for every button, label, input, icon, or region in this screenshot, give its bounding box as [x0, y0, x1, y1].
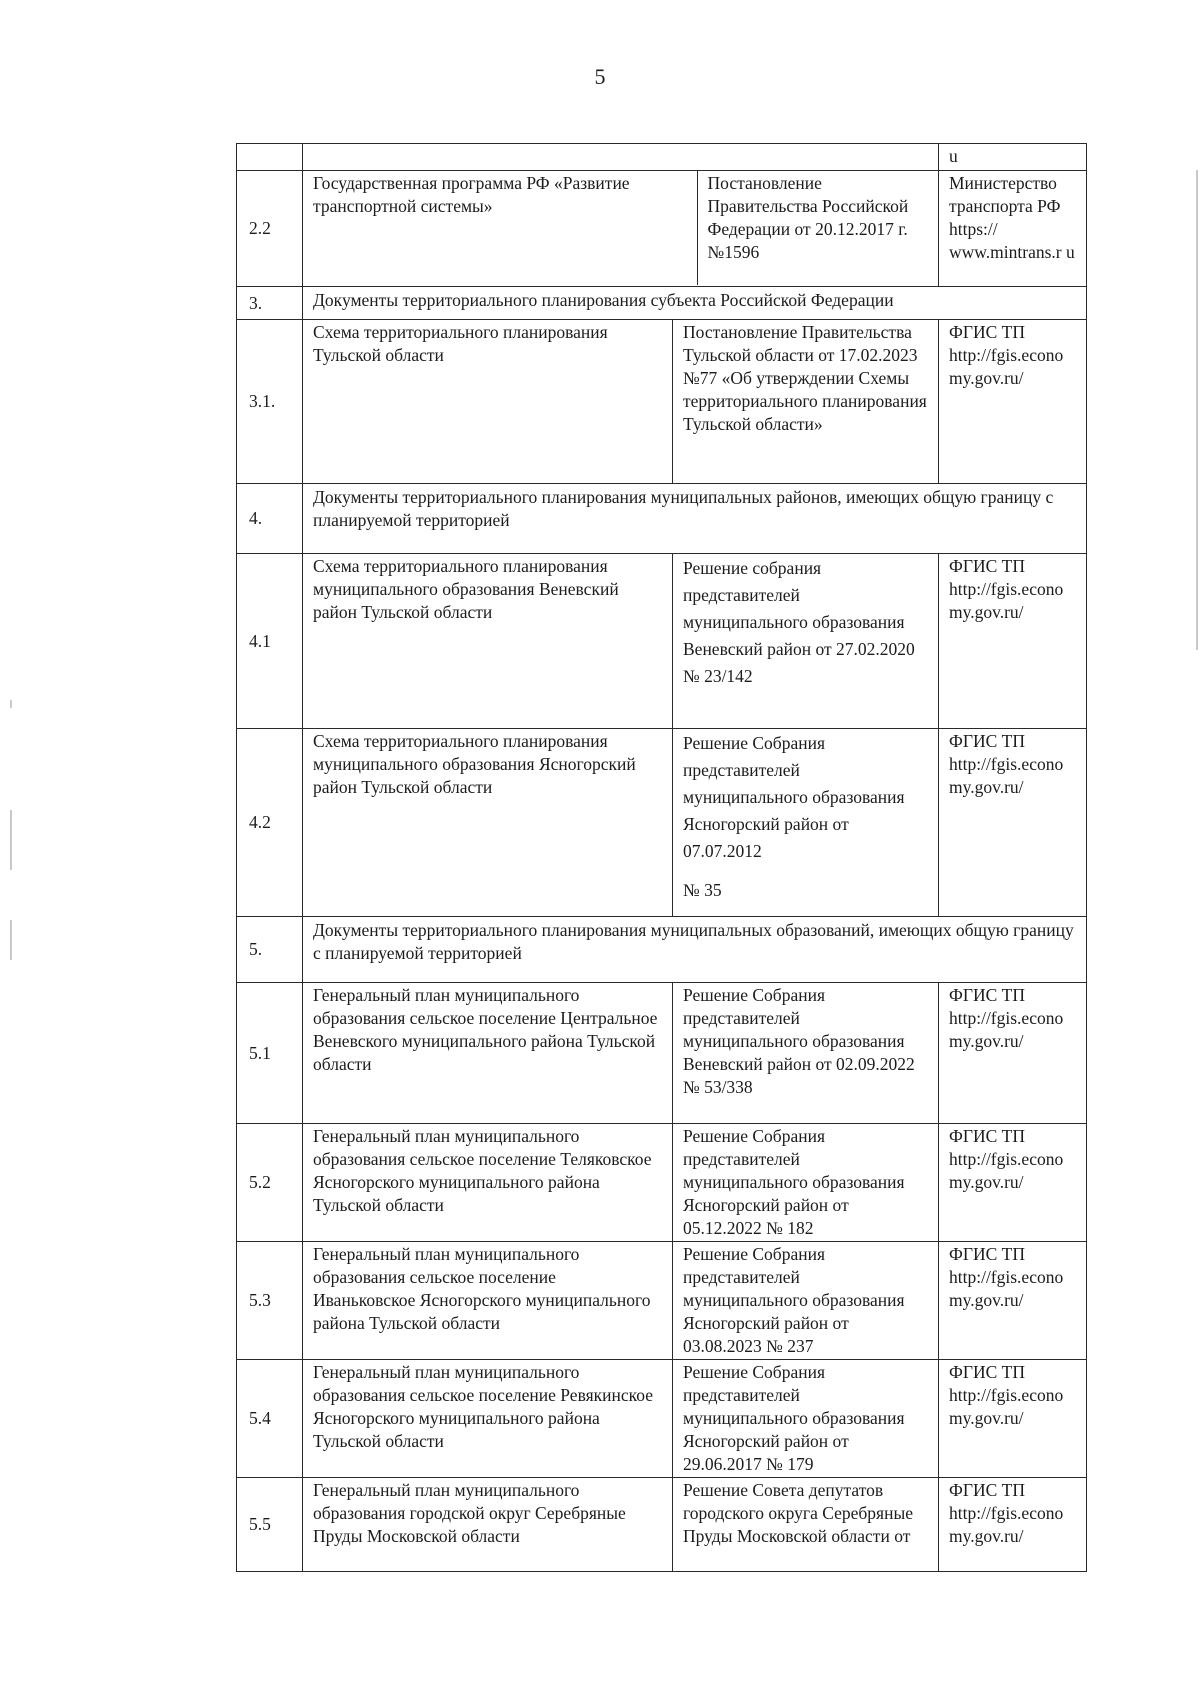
row-number: 5.2 [237, 1124, 303, 1242]
row-number: 5.4 [237, 1360, 303, 1478]
approving-act: Решение Собрания представителей муниципального образования Веневский район от 02.09.2022 № 53/338 [673, 983, 939, 1124]
row-number: 2.2 [237, 171, 303, 287]
documents-table [236, 143, 1087, 1572]
table-row [237, 554, 1087, 729]
row-number [237, 144, 303, 171]
approving-act: Постановление Правительства Тульской области от 17.02.2023 №77 «Об утверждении Схемы территориального планирования Тульской области» [673, 320, 939, 484]
approving-act: Решение Собрания представителей муниципального образования Ясногорский район от 03.08.2023 № 237 [673, 1242, 939, 1360]
table-row [237, 1478, 1087, 1572]
section-number: 3. [237, 287, 303, 320]
document-source: Министерство транспорта РФ https:// www.mintrans.r u [939, 171, 1087, 287]
document-name: Генеральный план муниципального образования городской округ Серебряные Пруды Московской области [303, 1478, 673, 1572]
section-row [237, 287, 1087, 320]
table-row [237, 983, 1087, 1124]
approving-act: Решение Собрания представителей муниципального образования Ясногорский район от 07.07.2012 [683, 733, 905, 861]
table-row [237, 320, 1087, 484]
section-row [237, 917, 1087, 983]
document-source: u [939, 144, 1087, 171]
page-number: 5 [594, 64, 606, 89]
section-title: Документы территориального планирования муниципальных образований, имеющих общую границу с планируемой территорией [303, 917, 1087, 983]
section-number: 5. [237, 917, 303, 983]
table-row [237, 729, 1087, 917]
approving-act-cell [673, 729, 939, 917]
row-number: 4.2 [237, 729, 303, 917]
document-source: ФГИС ТП http://fgis.economy.gov.ru/ [939, 1360, 1087, 1478]
document-source: ФГИС ТП http://fgis.economy.gov.ru/ [939, 729, 1087, 917]
row-number: 5.1 [237, 983, 303, 1124]
table-row [237, 1360, 1087, 1478]
approving-act: Решение Собрания представителей муниципального образования Ясногорский район от 05.12.2022 № 182 [673, 1124, 939, 1242]
section-row [237, 484, 1087, 554]
approving-act: Постановление Правительства Российской Федерации от 20.12.2017 г. №1596 [707, 173, 909, 262]
row-number: 5.3 [237, 1242, 303, 1360]
approving-act: Решение собрания представителей муниципального образования Веневский район от 27.02.2020 № 23/142 [673, 554, 939, 729]
section-title: Документы территориального планирования муниципальных районов, имеющих общую границу с планируемой территорией [303, 484, 1087, 554]
document-name: Схема территориального планирования Тульской области [303, 320, 673, 484]
section-number: 4. [237, 484, 303, 554]
document-source: ФГИС ТП http://fgis.economy.gov.ru/ [939, 1124, 1087, 1242]
document-source: ФГИС ТП http://fgis.economy.gov.ru/ [939, 1242, 1087, 1360]
document-source: ФГИС ТП http://fgis.economy.gov.ru/ [939, 983, 1087, 1124]
document-name: Схема территориального планирования муниципального образования Веневский район Тульской области [303, 554, 673, 729]
scan-edge-mark [1196, 170, 1198, 650]
document-source: ФГИС ТП http://fgis.economy.gov.ru/ [939, 1478, 1087, 1572]
approving-act: Решение Собрания представителей муниципального образования Ясногорский район от 29.06.2017 № 179 [673, 1360, 939, 1478]
approving-act-number: № 35 [683, 880, 722, 900]
scan-edge-mark [10, 810, 12, 870]
table-row [237, 171, 1087, 287]
document-name [303, 144, 939, 171]
row-number: 4.1 [237, 554, 303, 729]
document-name: Генеральный план муниципального образования сельское поселение Ревякинское Ясногорского муниципального района Тульской области [303, 1360, 673, 1478]
scan-edge-mark [10, 920, 12, 960]
document-source: ФГИС ТП http://fgis.economy.gov.ru/ [939, 320, 1087, 484]
table-row [237, 144, 1087, 171]
row-number: 5.5 [237, 1478, 303, 1572]
approving-act: Решение Совета депутатов городского округа Серебряные Пруды Московской области от [673, 1478, 939, 1572]
document-name: Государственная программа РФ «Развитие транспортной системы» [303, 171, 697, 285]
section-title: Документы территориального планирования субъекта Российской Федерации [303, 287, 1087, 320]
table-row [237, 1242, 1087, 1360]
document-name: Генеральный план муниципального образования сельское поселение Теляковское Ясногорского муниципального района Тульской области [303, 1124, 673, 1242]
document-source: ФГИС ТП http://fgis.economy.gov.ru/ [939, 554, 1087, 729]
row-number: 3.1. [237, 320, 303, 484]
scan-edge-mark [10, 700, 12, 708]
document-name: Генеральный план муниципального образования сельское поселение Центральное Веневского муниципального района Тульской области [303, 983, 673, 1124]
document-name: Схема территориального планирования муниципального образования Ясногорский район Тульской области [303, 729, 673, 917]
table-row [237, 1124, 1087, 1242]
row-split-cell [303, 171, 939, 287]
document-name: Генеральный план муниципального образования сельское поселение Иваньковское Ясногорского муниципального района Тульской области [303, 1242, 673, 1360]
